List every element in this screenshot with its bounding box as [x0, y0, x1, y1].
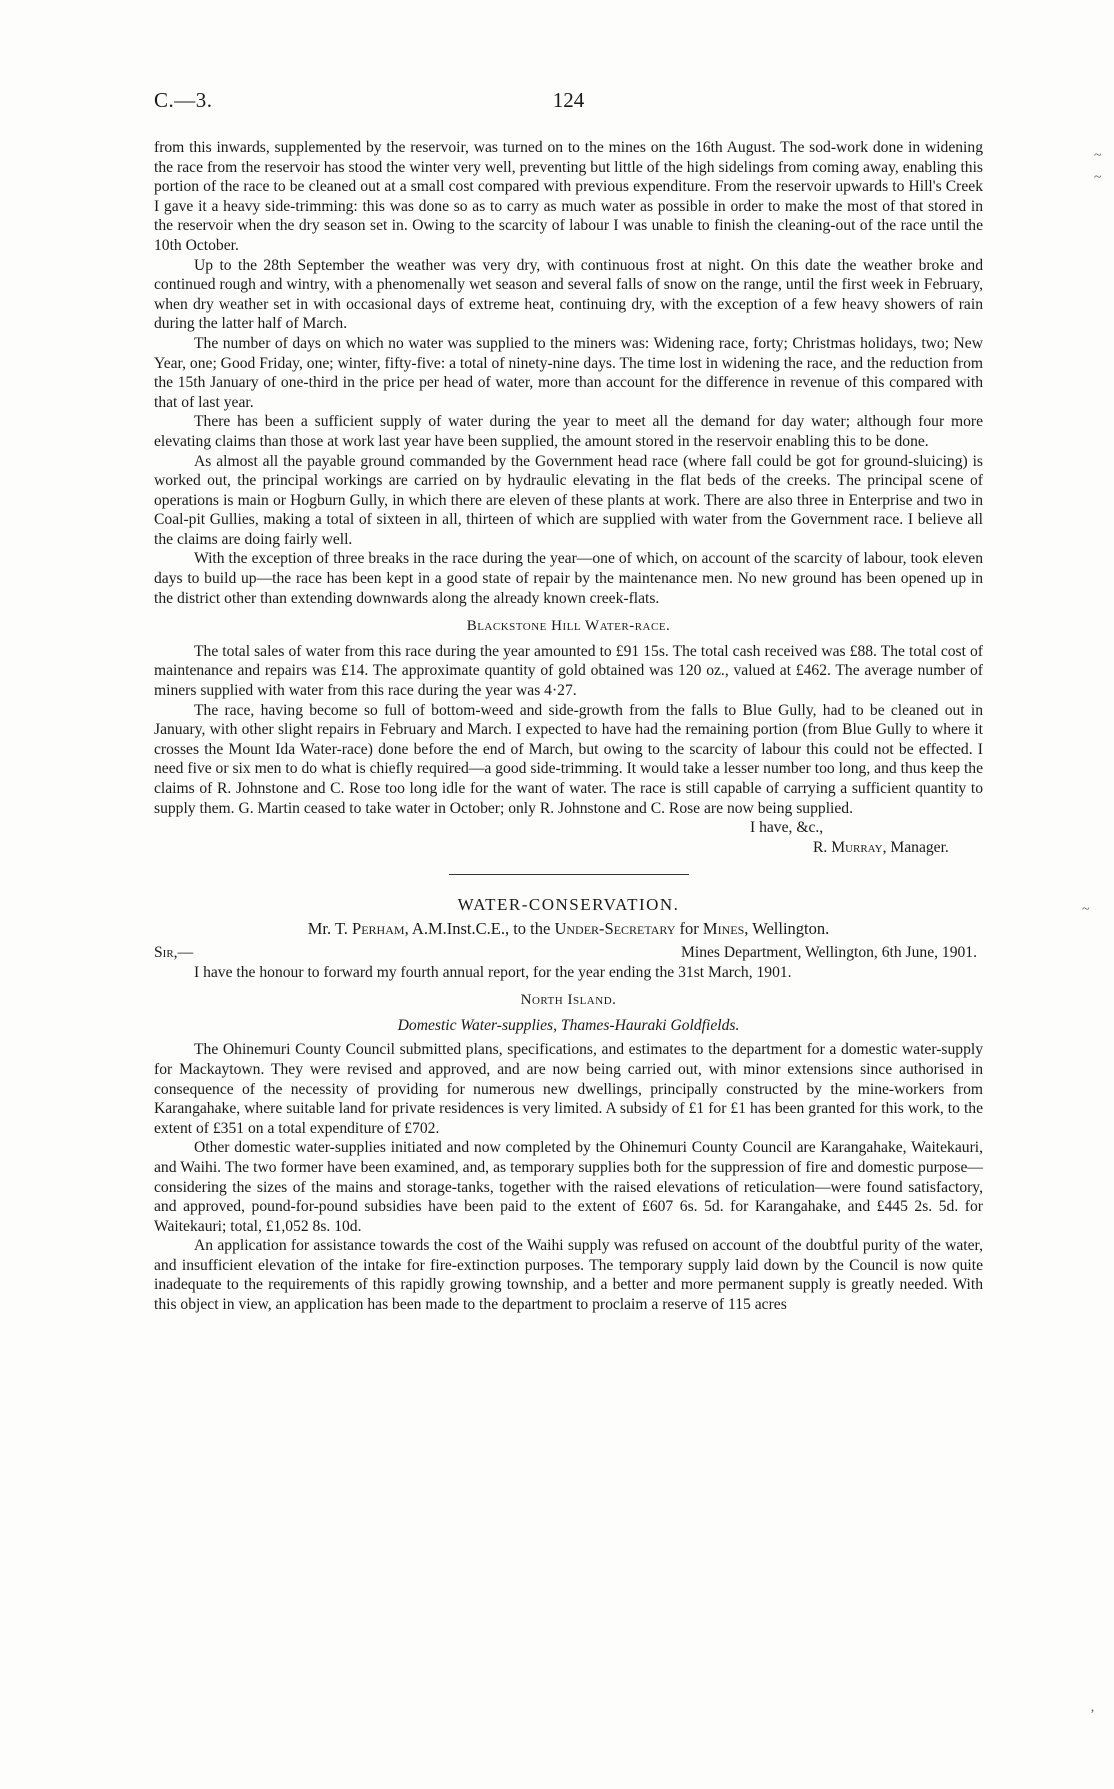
signature-title: , Manager.: [882, 838, 949, 856]
salutation: Sir,—: [154, 943, 194, 961]
address-prefix: Mr. T.: [307, 918, 353, 938]
margin-mark: ~: [1082, 902, 1090, 917]
paragraph: There has been a sufficient supply of water during the year to meet all the demand for day water; although four more elevating claims than those at work last year have been supplied, the amount stored in the reservoir enabling this to be done.: [154, 413, 983, 450]
closing: [154, 818, 983, 838]
paragraph: The number of days on which no water was supplied to the miners was: Widening race, forty; Christmas holidays, two; New Year, one; Good Friday, one; winter, fifty-five: a total of ninety-nine days. The time lost in widening the race, and the reduction from the 15th January of one-third in the price per head of water, more than account for the difference in revenue of this compared with that of last year.: [154, 334, 983, 411]
section-divider: [449, 874, 689, 875]
address-line: [154, 919, 983, 939]
salutation-line: [154, 943, 983, 963]
dateline: Mines Department, Wellington, 6th June, 1901.: [681, 943, 977, 961]
signature-initial: R.: [813, 838, 832, 856]
margin-mark: ~: [1094, 148, 1102, 163]
paragraph: With the exception of three breaks in the race during the year—one of which, on account of the scarcity of labour, took eleven days to build up—the race has been kept in a good state of repair by the maintenance men. No new ground has been opened up in the district other than extending downwards along the already known creek-flats.: [154, 550, 983, 607]
section-heading-blackstone: Blackstone Hill Water-race.: [466, 618, 671, 635]
document-reference: C.—3.: [154, 88, 213, 112]
address-to: Under-Secretary: [554, 918, 676, 938]
paragraph: An application for assistance towards the cost of the Waihi supply was refused on account of the doubtful purity of the water, and insufficient elevation of the intake for fire-extinction purposes. The temporary supply laid down by the Council is now quite inadequate to the requirements of this rapidly growing township, and a better and more permanent supply is greatly needed. With this object in view, an application has been made to the department to proclaim a reserve of 115 acres: [154, 1237, 983, 1314]
address-for: for: [675, 918, 703, 938]
page-number: 124: [552, 88, 585, 112]
island-heading: North Island.: [520, 992, 617, 1009]
paragraph: The total sales of water from this race during the year amounted to £91 15s. The total cash received was £88. The total cost of maintenance and repairs was £14. The approximate quantity of gold obtained was 120 oz., valued at £462. The average number of miners supplied with water from this race during the year was 4·27.: [154, 642, 983, 700]
signature-name: Murray: [831, 838, 883, 856]
address-place: , Wellington.: [744, 918, 830, 938]
margin-mark: ‚: [1090, 1700, 1095, 1715]
subheading: Domestic Water-supplies, Thames-Hauraki Goldfields.: [397, 1016, 740, 1034]
paragraph: Other domestic water-supplies initiated and now completed by the Ohinemuri County Council are Karangahake, Waitekauri, and Waihi. The two former have been examined, and, as temporary supplies both for the suppression of fire and domestic purpose—considering the sizes of the mains and storage-tanks, together with the raised elevations of reticulation—were found satisfactory, and approved, pound-for-pound subsidies have been paid to the extent of £607 6s. 5d. for Karangahake, and £445 2s. 5d. for Waitekauri; total, £1,052 8s. 10d.: [154, 1139, 983, 1235]
page-header: [154, 88, 983, 118]
closing-text: I have, &c.,: [750, 819, 824, 837]
address-quals: , A.M.Inst.C.E., to the: [404, 918, 555, 938]
address-dept: Mines: [702, 918, 745, 938]
address-name: Perham: [352, 918, 405, 938]
paragraph-continued: from this inwards, supplemented by the reservoir, was turned on to the mines on the 16th August. The sod-work done in widening the race from the reservoir has stood the winter very well, preventing but little of the high sidelings from coming away, enabling this portion of the race to be cleaned out at a small cost compared with previous expenditure. From the reservoir upwards to Hill's Creek I gave it a heavy side-trimming: this was done so as to carry as much water as possible in order to make the most of that stored in the reservoir when the dry season set in. Owing to the scarcity of labour I was unable to finish the cleaning-out of the race until the 10th October.: [154, 139, 983, 254]
signature: [154, 838, 983, 858]
paragraph: As almost all the payable ground commanded by the Government head race (where fall could be got for ground-sluicing) is worked out, the principal workings are carried on by hydraulic elevating in the flat beds of the creeks. The principal scene of operations is main or Hogburn Gully, in which there are eleven of these plants at work. There are also three in Enterprise and two in Coal-pit Gullies, making a total of sixteen in all, thirteen of which are supplied with water from the Government race. I believe all the claims are doing fairly well.: [154, 452, 983, 548]
section-title: WATER-CONSERVATION.: [457, 895, 680, 915]
paragraph-intro: I have the honour to forward my fourth annual report, for the year ending the 31st March, 1901.: [194, 963, 792, 981]
margin-mark: ~: [1094, 170, 1102, 185]
page-body: [154, 138, 983, 1315]
paragraph: Up to the 28th September the weather was very dry, with continuous frost at night. On this date the weather broke and continued rough and wintry, with a phenomenally wet season and several falls of snow on the range, until the first week in February, when dry weather set in with occasional days of extreme heat, continuing dry, with the exception of a few heavy showers of rain during the latter half of March.: [154, 256, 983, 333]
paragraph: The race, having become so full of bottom-weed and side-growth from the falls to Blue Gully, had to be cleaned out in January, with other slight repairs in February and March. I expected to have had the remaining portion (from Blue Gully to where it crosses the Mount Ida Water-race) done before the end of March, but owing to the scarcity of labour this could not be effected. I need five or six men to do what is chiefly required—a good side-trimming. It would take a lesser number too long, and thus keep the claims of R. Johnstone and C. Rose too long idle for the want of water. The race is still capable of carrying a sufficient quantity to supply them. G. Martin ceased to take water in October; only R. Johnstone and C. Rose are now being supplied.: [154, 701, 983, 817]
paragraph: The Ohinemuri County Council submitted plans, specifications, and estimates to the department for a domestic water-supply for Mackaytown. They were revised and approved, and are now being carried out, with minor extensions since authorised in consequence of the necessity of providing for numerous new dwellings, principally constructed by the mine-workers from Karangahake, where suitable land for private residences is very limited. A subsidy of £1 for £1 has been granted for this work, to the extent of £351 on a total expenditure of £702.: [154, 1041, 983, 1137]
